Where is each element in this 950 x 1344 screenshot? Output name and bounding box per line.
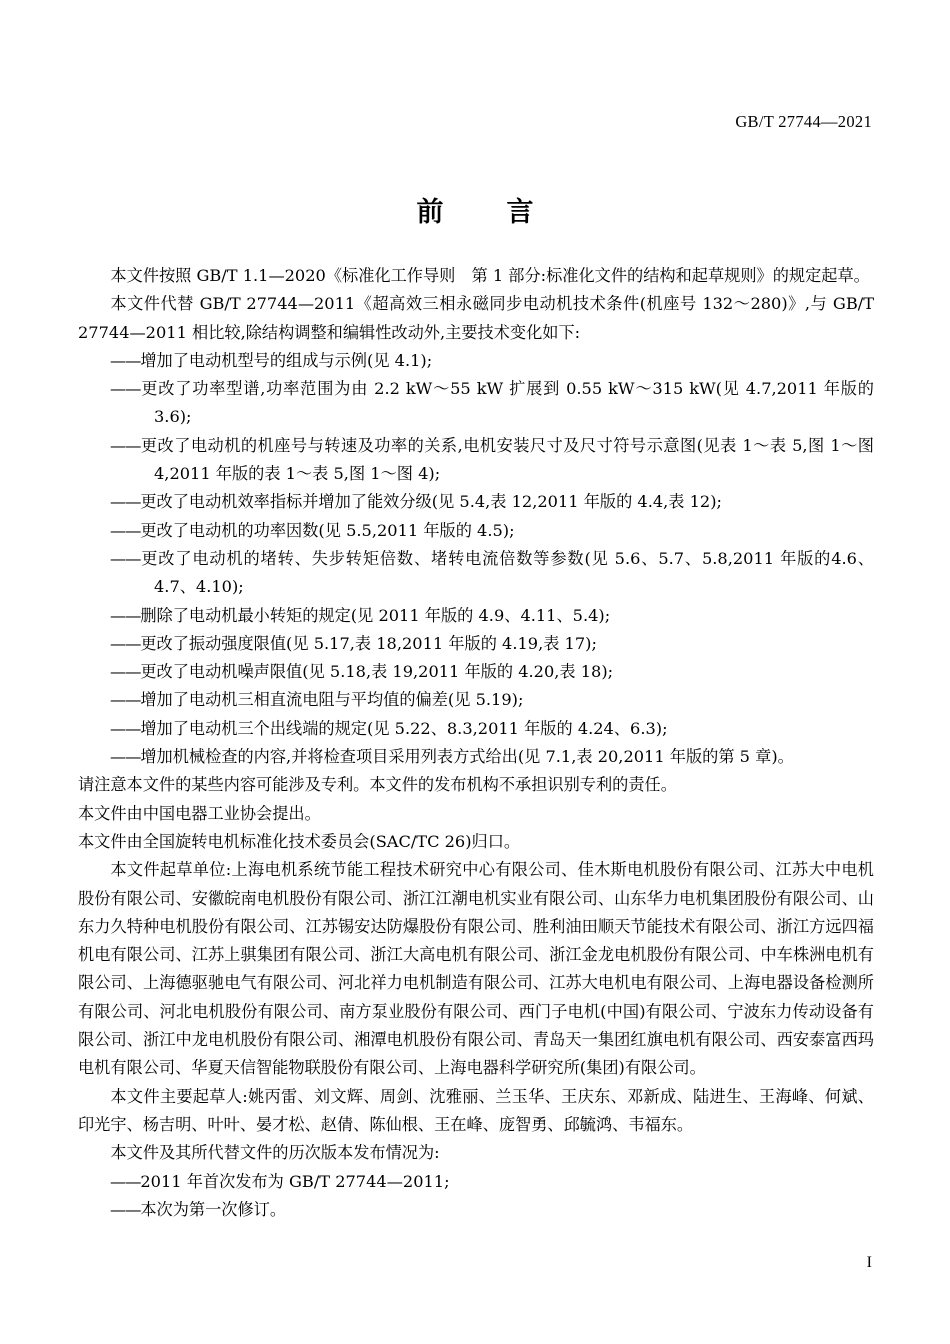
change-item	[78, 517, 874, 545]
technical-committee: 本文件由全国旋转电机标准化技术委员会(SAC/TC 26)归口。	[78, 831, 521, 851]
change-item-text: 增加了电动机三相直流电阻与平均值的偏差(见 5.19);	[140, 690, 524, 710]
version-history-item	[78, 1196, 874, 1224]
foreword-body	[78, 262, 874, 1224]
em-dash: ——	[110, 690, 141, 710]
em-dash: ——	[110, 548, 141, 568]
change-item-text: 更改了电动机的堵转、失步转矩倍数、堵转电流倍数等参数(见 5.6、5.7、5.8,2011 年版的4.6、4.7、4.10);	[140, 548, 874, 597]
change-item-text: 更改了振动强度限值(见 5.17,表 18,2011 年版的 4.19,表 17);	[140, 633, 597, 653]
change-item	[78, 658, 874, 686]
change-item	[78, 743, 874, 771]
page-header-standard-number: GB/T 27744—2021	[735, 112, 872, 131]
change-item	[78, 347, 874, 375]
em-dash: ——	[110, 1171, 141, 1191]
em-dash: ——	[110, 379, 141, 399]
page-title: 前 言	[416, 197, 552, 228]
change-item-text: 更改了电动机噪声限值(见 5.18,表 19,2011 年版的 4.20,表 18);	[140, 662, 614, 682]
change-item-text: 增加了电动机型号的组成与示例(见 4.1);	[140, 350, 433, 370]
change-item-text: 更改了电动机的功率因数(见 5.5,2011 年版的 4.5);	[140, 520, 515, 540]
foreword-paragraph: 本文件按照 GB/T 1.1—2020《标准化工作导则 第 1 部分:标准化文件的结构和起草规则》的规定起草。	[110, 266, 870, 285]
em-dash: ——	[110, 605, 141, 625]
em-dash: ——	[110, 1199, 141, 1219]
em-dash: ——	[110, 492, 141, 512]
drafters: 本文件主要起草人:姚丙雷、刘文辉、周剑、沈雅丽、兰玉华、王庆东、邓新成、陆进生、王海峰、何斌、印光宇、杨吉明、叶叶、晏才松、赵倩、陈仙根、王在峰、庞智勇、邱毓鸿、韦福东。	[78, 1086, 874, 1134]
proposing-organization: 本文件由中国电器工业协会提出。	[78, 803, 321, 823]
version-history-item	[78, 1168, 874, 1196]
em-dash: ——	[110, 520, 141, 540]
change-item-text: 增加机械检查的内容,并将检查项目采用列表方式给出(见 7.1,表 20,2011 年版的第 5 章)。	[140, 747, 794, 767]
change-item	[78, 630, 874, 658]
version-history-text: 2011 年首次发布为 GB/T 27744—2011;	[140, 1171, 450, 1191]
change-item	[78, 488, 874, 516]
change-item-text: 更改了电动机的机座号与转速及功率的关系,电机安装尺寸及尺寸符号示意图(见表 1～表 5,图 1～图 4,2011 年版的表 1～表 5,图 1～图 4);	[140, 435, 874, 484]
change-item	[78, 715, 874, 743]
foreword-paragraph: 本文件代替 GB/T 27744—2011《超高效三相永磁同步电动机技术条件(机座号 132～280)》,与 GB/T 27744—2011 相比较,除结构调整和编辑性改动外,主要技术变化如下:	[78, 294, 874, 342]
change-item-text: 删除了电动机最小转矩的规定(见 2011 年版的 4.9、4.11、5.4);	[140, 605, 611, 625]
em-dash: ——	[110, 350, 141, 370]
change-item	[78, 545, 874, 602]
em-dash: ——	[110, 662, 141, 682]
drafting-units: 本文件起草单位:上海电机系统节能工程技术研究中心有限公司、佳木斯电机股份有限公司、江苏大中电机股份有限公司、安徽皖南电机股份有限公司、浙江江潮电机实业有限公司、山东华力电机集团股份有限公司、山东力久特种电机股份有限公司、江苏锡安达防爆股份有限公司、胜利油田顺天节能技术有限公司、浙江方远四福机电有限公司、江苏上骐集团有限公司、浙江大高电机有限公司、浙江金龙电机股份有限公司、中车株洲电机有限公司、上海德驱驰电气有限公司、河北祥力电机制造有限公司、江苏大电机电有限公司、上海电器设备检测所有限公司、河北电机股份有限公司、南方泵业股份有限公司、西门子电机(中国)有限公司、宁波东力传动设备有限公司、浙江中龙电机股份有限公司、湘潭电机股份有限公司、青岛天一集团红旗电机有限公司、西安泰富西玛电机有限公司、华夏天信智能物联股份有限公司、上海电器科学研究所(集团)有限公司。	[78, 860, 874, 1078]
em-dash: ——	[110, 633, 141, 653]
page-number: I	[866, 1254, 872, 1271]
version-history-text: 本次为第一次修订。	[140, 1199, 287, 1219]
change-item-text: 增加了电动机三个出线端的规定(见 5.22、8.3,2011 年版的 4.24、6.3);	[140, 718, 668, 738]
version-history-intro: 本文件及其所代替文件的历次版本发布情况为:	[110, 1143, 440, 1163]
em-dash: ——	[110, 718, 141, 738]
change-item	[78, 686, 874, 714]
change-item	[78, 432, 874, 489]
change-item	[78, 602, 874, 630]
change-item-text: 更改了电动机效率指标并增加了能效分级(见 5.4,表 12,2011 年版的 4.4,表 12);	[140, 492, 723, 512]
change-item	[78, 375, 874, 432]
patent-notice: 请注意本文件的某些内容可能涉及专利。本文件的发布机构不承担识别专利的责任。	[78, 775, 677, 795]
change-item-text: 更改了功率型谱,功率范围为由 2.2 kW～55 kW 扩展到 0.55 kW～315 kW(见 4.7,2011 年版的 3.6);	[140, 379, 874, 427]
em-dash: ——	[110, 435, 141, 455]
em-dash: ——	[110, 747, 141, 767]
